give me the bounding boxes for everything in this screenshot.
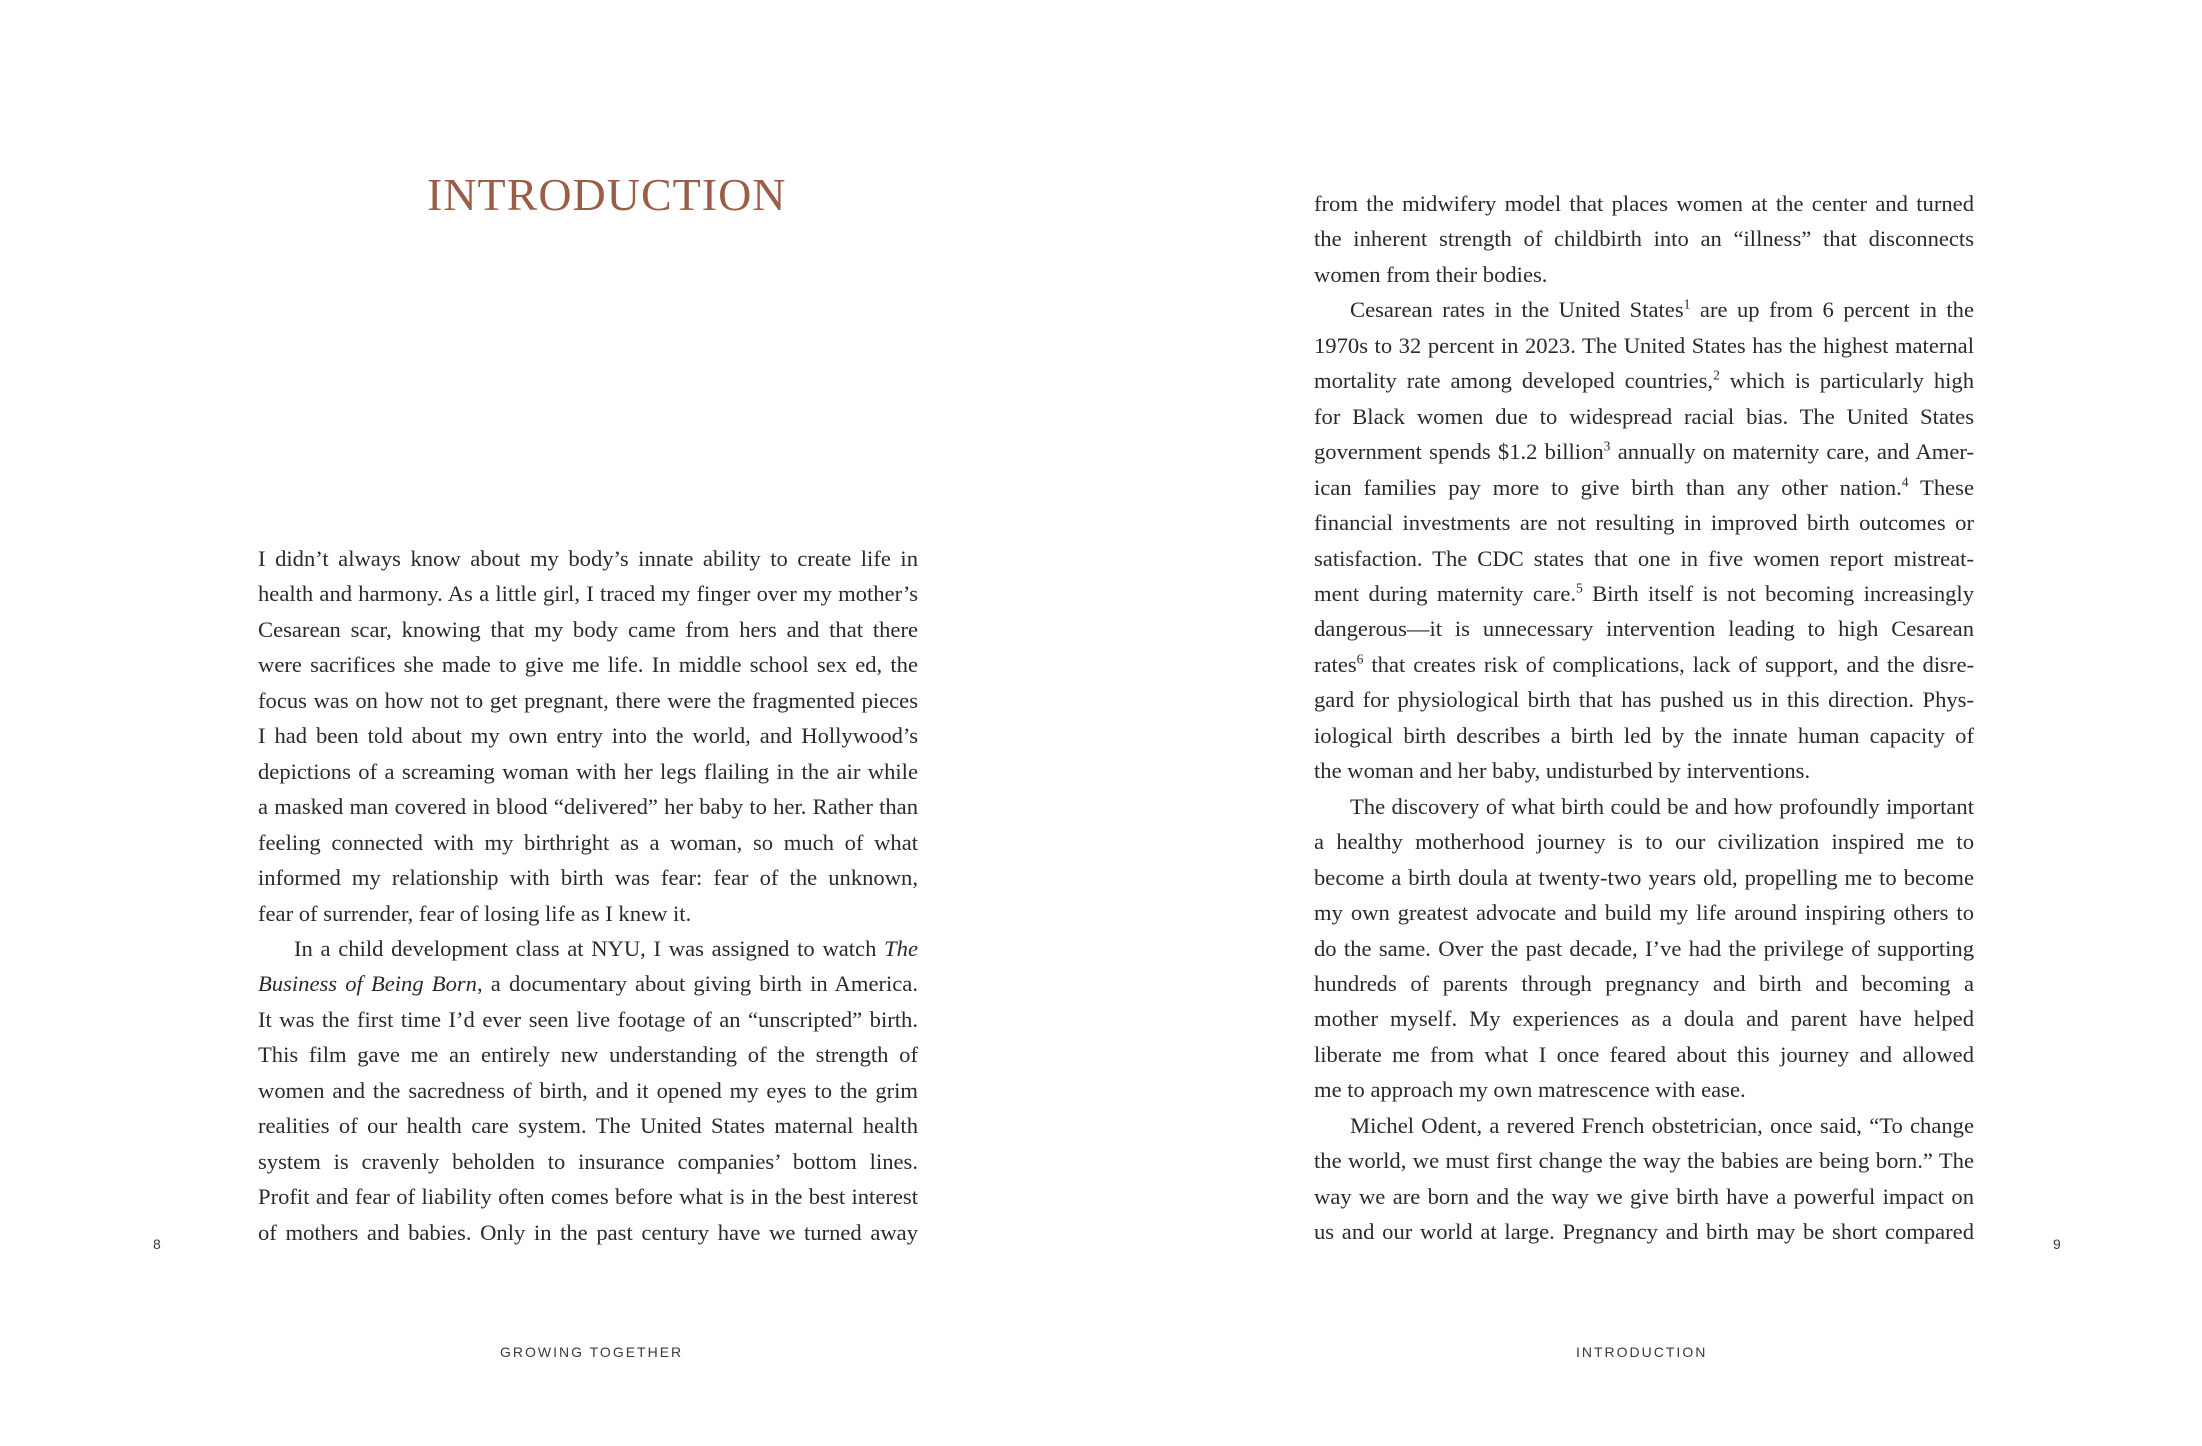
film-title: Business of Being Born [258,971,477,997]
text-line: become a birth doula at twenty-two years old, propelling me to become [1314,864,1974,890]
film-title: The [884,935,918,961]
page-number: 8 [153,1236,161,1252]
text-line: a healthy motherhood journey is to our civilization inspired me to [1314,829,1974,855]
text-line: hundreds of parents through pregnancy and birth and becoming a [1314,970,1974,996]
right-body-text [1314,186,1974,1250]
text-line: 1970s to 32 percent in 2023. The United States has the highest maternal [1314,332,1974,358]
text-line: It was the first time I’d ever seen live footage of an “unscripted” birth. [258,1006,918,1032]
text-line: focus was on how not to get pregnant, there were the fragmented pieces [258,687,918,713]
left-body-text [258,541,918,1250]
paragraph [1314,186,1974,292]
paragraph [258,931,918,1250]
text-line: depictions of a screaming woman with her legs flailing in the air while [258,758,918,784]
text-line: mother myself. My experiences as a doula and parent have helped [1314,1006,1974,1032]
text-line: feeling connected with my birthright as a woman, so much of what [258,829,918,855]
text-line: my own greatest advocate and build my life around inspiring others to [1314,900,1974,926]
text-line: way we are born and the way we give birth have a powerful impact on [1314,1183,1974,1209]
text-line: realities of our health care system. The United States maternal health [258,1113,918,1139]
text-run: In a child development class at NYU, I was assigned to watch [294,935,885,961]
text-line: the woman and her baby, undisturbed by interventions. [1314,758,1811,784]
text-line: me to approach my own matrescence with ease. [1314,1077,1746,1103]
text-line: gard for physiological birth that has pushed us in this direction. Phys- [1314,687,1974,713]
text-line: a masked man covered in blood “delivered” her baby to her. Rather than [258,794,918,820]
text-line: The discovery of what birth could be and how profoundly important [1350,793,1974,819]
text-line [258,966,918,1001]
text-line: women and the sacredness of birth, and it opened my eyes to the grim [258,1077,918,1103]
text-line: fear of surrender, fear of losing life as I knew it. [258,900,692,926]
text-line: liberate me from what I once feared about this journey and allowed [1314,1041,1974,1067]
text-line: Profit and fear of liability often comes before what is in the best interest [258,1184,918,1210]
text-run: are up from 6 percent in the [1690,297,1974,323]
text-run: government spends $1.2 billion [1314,439,1604,465]
text-line: Michel Odent, a revered French obstetrician, once said, “To change [1350,1112,1974,1138]
footnote-marker: 3 [1603,438,1611,454]
text-run: ican families pay more to give birth than any other nation. [1314,474,1902,500]
text-run: which is particularly high [1719,368,1974,394]
text-run: These [1908,474,1974,500]
text-run: ment during maternity care. [1314,580,1577,606]
chapter-title: INTRODUCTION [427,169,787,220]
text-run: Cesarean rates in the United States [1350,297,1684,323]
text-line [1314,363,1974,398]
footnote-marker: 1 [1683,296,1691,312]
text-line: I had been told about my own entry into the world, and Hollywood’s [258,723,918,749]
footnote-marker: 4 [1901,474,1909,490]
text-line: I didn’t always know about my body’s innate ability to create life in [258,546,918,571]
text-line: of mothers and babies. Only in the past century have we turned away [258,1219,918,1245]
text-line: health and harmony. As a little girl, I traced my finger over my mother’s [258,581,918,607]
text-line: do the same. Over the past decade, I’ve had the privilege of supporting [1314,935,1974,961]
footnote-marker: 2 [1713,367,1720,383]
text-line: from the midwifery model that places women at the center and turned [1314,191,1974,216]
text-line: for Black women due to widespread racial bias. The United States [1314,403,1974,429]
running-footer: GROWING TOGETHER [500,1344,684,1360]
text-line: dangerous—it is unnecessary intervention leading to high Cesarean [1314,616,1974,642]
text-line: satisfaction. The CDC states that one in five women report mistreat- [1314,545,1974,571]
text-line: the world, we must first change the way the babies are being born.” The [1314,1148,1974,1174]
text-run: annually on maternity care, and Amer- [1610,439,1974,465]
text-line: informed my relationship with birth was fear: fear of the unknown, [258,865,918,891]
text-line [258,931,918,966]
page-number: 9 [2053,1236,2061,1252]
text-line: financial investments are not resulting in improved birth outcomes or [1314,510,1974,536]
paragraph [1314,789,1974,1108]
text-run: that creates risk of complications, lack of support, and the disre- [1363,651,1974,677]
footnote-marker: 5 [1576,580,1583,596]
paragraph [258,541,918,931]
text-line: Cesarean scar, knowing that my body came from hers and that there [258,616,918,642]
text-line: women from their bodies. [1314,261,1548,287]
text-line [1314,576,1974,611]
text-run: Birth itself is not becoming increasingly [1582,580,1974,606]
text-line [1314,470,1974,505]
text-line: iological birth describes a birth led by the innate human capacity of [1314,722,1974,748]
text-line: This film gave me an entirely new understanding of the strength of [258,1042,918,1068]
text-run: mortality rate among developed countries, [1314,368,1714,394]
text-run: rates [1314,651,1357,677]
footnote-marker: 6 [1356,651,1364,667]
running-footer: INTRODUCTION [1576,1344,1708,1360]
text-line [1314,434,1974,469]
text-line: the inherent strength of childbirth into an “illness” that disconnects [1314,226,1974,252]
text-line [1314,647,1974,682]
text-line: were sacrifices she made to give me life. In middle school sex ed, the [258,652,918,678]
right-page [1101,0,2202,1446]
paragraph [1314,1108,1974,1250]
text-line: system is cravenly beholden to insurance companies’ bottom lines. [258,1148,918,1174]
text-line: us and our world at large. Pregnancy and birth may be short compared [1314,1219,1974,1245]
paragraph [1314,292,1974,788]
text-run: , a documentary about giving birth in America. [476,971,918,997]
text-line [1314,292,1974,327]
